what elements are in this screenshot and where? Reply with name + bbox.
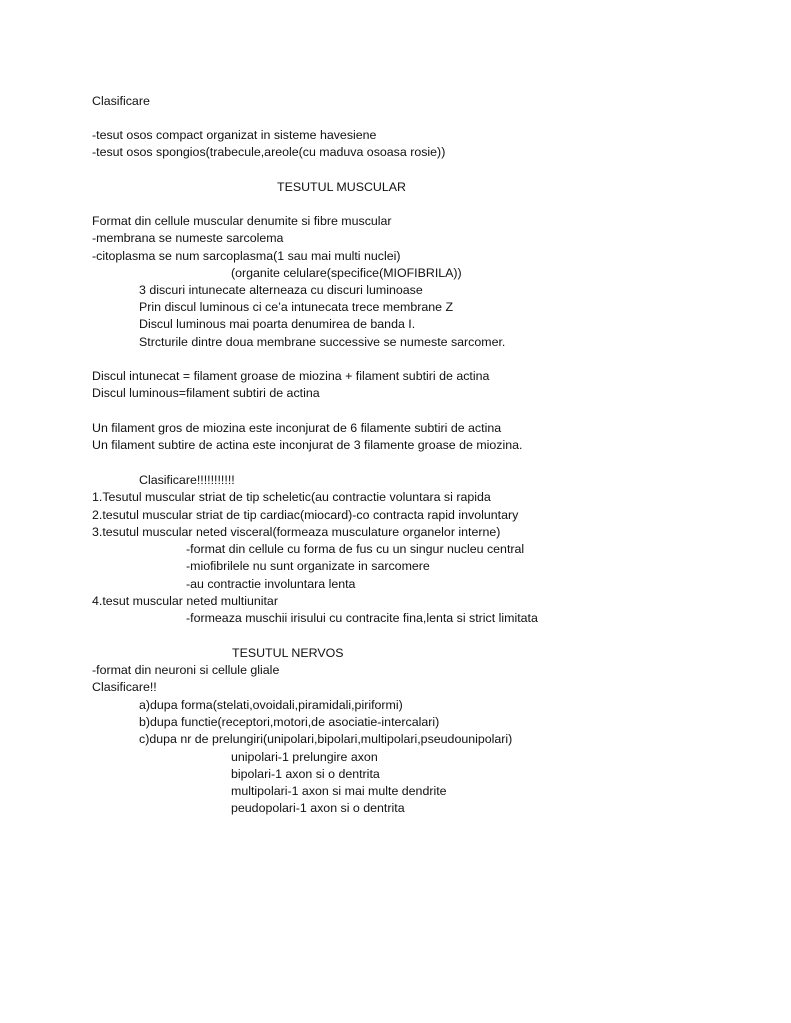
bone-type-compact: -tesut osos compact organizat in sisteme havesiene: [92, 128, 377, 142]
muscle-type-1: 1.Tesutul muscular striat de tip scheletic(au contractie voluntara si rapida: [92, 490, 491, 504]
myofibril-detail: Discul luminous mai poarta denumirea de banda I.: [139, 317, 416, 331]
neuron-process-type: peudopolari-1 axon si o dentrita: [231, 801, 405, 815]
muscle-type-3: 3.tesutul muscular neted visceral(formeaza musculature organelor interne): [92, 525, 501, 539]
muscular-heading: TESUTUL MUSCULAR: [277, 180, 406, 194]
muscular-cytoplasm: -citoplasma se num sarcoplasma(1 sau mai multi nuclei): [92, 249, 401, 263]
muscle-type-3-detail: -miofibrilele nu sunt organizate in sarcomere: [186, 559, 430, 573]
nervous-intro: -format din neuroni si cellule gliale: [92, 663, 280, 677]
neuron-process-type: bipolari-1 axon si o dentrita: [231, 767, 380, 781]
muscle-type-2: 2.tesutul muscular striat de tip cardiac(miocard)-co contracta rapid involuntary: [92, 508, 519, 522]
muscle-type-4-detail: -formeaza muschii irisului cu contracite fina,lenta si strict limitata: [186, 611, 538, 625]
muscular-organelles: (organite celulare(specifice(MIOFIBRILA)): [231, 266, 462, 280]
neuron-criterion: b)dupa functie(receptori,motori,de asociatie-intercalari): [139, 715, 440, 729]
nervous-heading: TESUTUL NERVOS: [232, 646, 344, 660]
myofibril-detail: Strcturile dintre doua membrane successive se numeste sarcomer.: [139, 335, 506, 349]
muscular-intro: Format din cellule muscular denumite si fibre muscular: [92, 214, 392, 228]
muscle-type-3-detail: -format din cellule cu forma de fus cu un singur nucleu central: [186, 542, 525, 556]
filament-thick: Un filament gros de miozina este inconjurat de 6 filamente subtiri de actina: [92, 421, 502, 435]
disc-light: Discul luminous=filament subtiri de actina: [92, 386, 320, 400]
bone-classification-title: Clasificare: [92, 94, 150, 108]
filament-thin: Un filament subtire de actina este inconjurat de 3 filamente groase de miozina.: [92, 438, 523, 452]
bone-type-spongy: -tesut osos spongios(trabecule,areole(cu maduva osoasa rosie)): [92, 145, 446, 159]
muscle-type-3-detail: -au contractie involuntara lenta: [186, 577, 356, 591]
muscular-membrane: -membrana se numeste sarcolema: [92, 231, 284, 245]
disc-dark: Discul intunecat = filament groase de miozina + filament subtiri de actina: [92, 369, 490, 383]
myofibril-detail: Prin discul luminous ci ce’a intunecata trece membrane Z: [139, 300, 454, 314]
myofibril-detail: 3 discuri intunecate alterneaza cu discuri luminoase: [139, 283, 423, 297]
neuron-criterion: c)dupa nr de prelungiri(unipolari,bipolari,multipolari,pseudounipolari): [139, 732, 513, 746]
muscle-type-4: 4.tesut muscular neted multiunitar: [92, 594, 278, 608]
neuron-criterion: a)dupa forma(stelati,ovoidali,piramidali,piriformi): [139, 698, 403, 712]
nervous-classification-title: Clasificare!!: [92, 680, 157, 694]
neuron-process-type: multipolari-1 axon si mai multe dendrite: [231, 784, 447, 798]
neuron-process-type: unipolari-1 prelungire axon: [231, 750, 378, 764]
muscular-classification-title: Clasificare!!!!!!!!!!!: [139, 473, 235, 487]
